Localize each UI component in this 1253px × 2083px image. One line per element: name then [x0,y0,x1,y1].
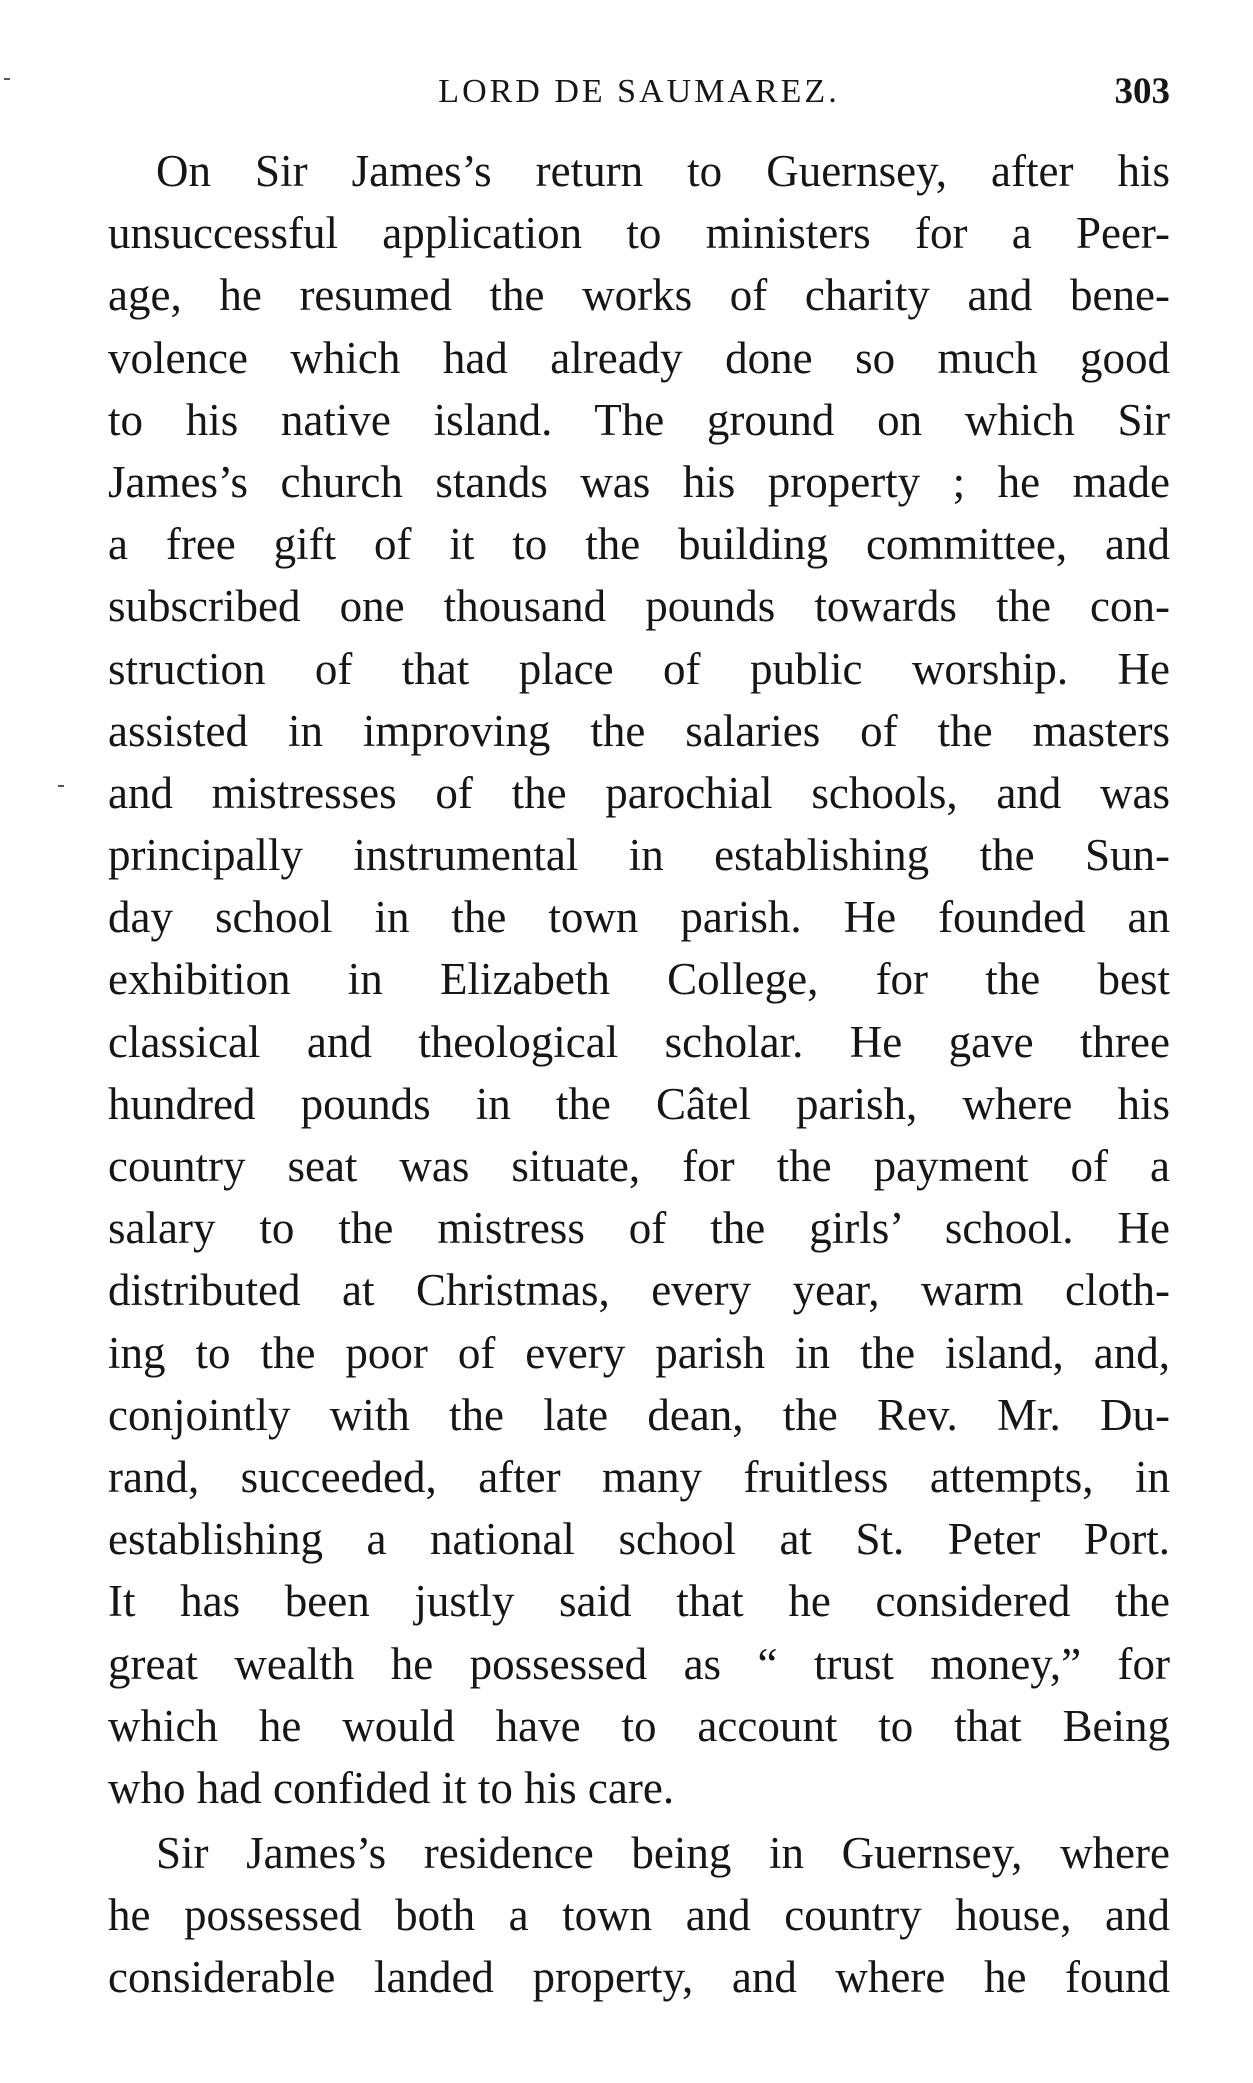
text-line: considerable landed property, and where he found [108,1952,1170,2003]
text-line: struction of that place of public worship. He [108,643,1170,694]
text-line: James’s church stands was his property ; he made [108,456,1170,507]
page-number: 303 [1114,71,1170,112]
text-line: assisted in improving the salaries of the masters [108,705,1170,756]
text-line: exhibition in Elizabeth College, for the best [108,954,1170,1005]
text-line: principally instrumental in establishing the Sun- [108,830,1170,881]
text-line: which he would have to account to that Being [108,1700,1170,1751]
text-line: who had confided it to his care. [108,1762,675,1813]
text-line: subscribed one thousand pounds towards the con- [108,581,1170,632]
paragraph-2 [108,1822,1170,2009]
text-line: to his native island. The ground on which Sir [108,394,1170,445]
text-line: great wealth he possessed as “ trust money,” for [108,1638,1170,1689]
text-line: age, he resumed the works of charity and bene- [108,270,1170,321]
text-line: he possessed both a town and country house, and [108,1890,1170,1941]
running-title: LORD DE SAUMAREZ. [438,73,840,110]
text-line: On Sir James’s return to Guernsey, after his [156,146,1170,196]
text-line: unsuccessful application to ministers for a Peer- [108,208,1170,259]
text-line: a free gift of it to the building committee, and [108,519,1170,570]
text-line: hundred pounds in the Câtel parish, where his [108,1078,1170,1129]
margin-mark [4,78,10,80]
paragraph-1 [108,140,1170,1819]
text-line: distributed at Christmas, every year, warm cloth- [108,1265,1170,1316]
text-line: salary to the mistress of the girls’ school. He [108,1203,1170,1254]
text-line: country seat was situate, for the payment of a [108,1141,1170,1191]
text-line: rand, succeeded, after many fruitless attempts, in [108,1451,1170,1502]
text-line: Sir James’s residence being in Guernsey, where [156,1828,1170,1879]
body-text [108,140,1170,2009]
text-line: establishing a national school at St. Peter Port. [108,1514,1170,1565]
running-head [108,62,1170,122]
text-line: ing to the poor of every parish in the island, and, [108,1327,1170,1378]
text-line: and mistresses of the parochial schools, and was [108,767,1170,818]
margin-mark [58,785,64,787]
text-line: volence which had already done so much good [108,332,1170,383]
text-line: classical and theological scholar. He gave three [108,1016,1170,1067]
text-line: day school in the town parish. He founded an [108,892,1170,943]
text-line: conjointly with the late dean, the Rev. Mr. Du- [108,1389,1170,1440]
text-line: It has been justly said that he considered the [108,1576,1170,1627]
